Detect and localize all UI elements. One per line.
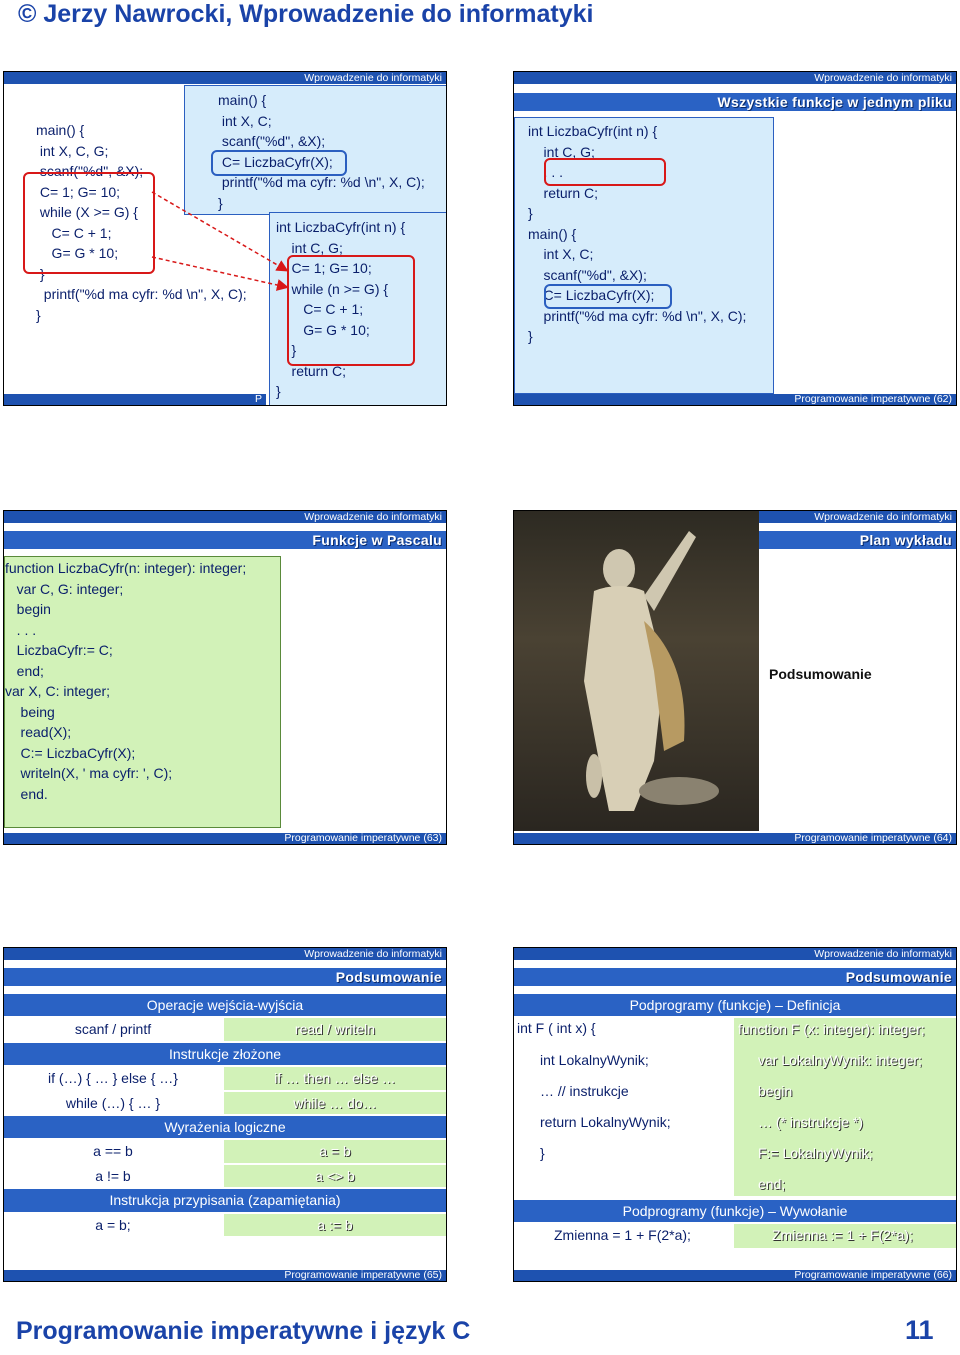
slide-footer-text: Programowanie imperatywne (62) <box>794 393 952 405</box>
slide-61 <box>3 71 447 406</box>
p-call: Zmienna := 1 + F(2*a); <box>772 1227 913 1243</box>
slide-title: Plan wykładu <box>859 532 952 548</box>
pascal-definition-box <box>734 1018 956 1196</box>
slide-title: Funkcje w Pascalu <box>312 532 442 548</box>
slide-title-bar <box>514 968 956 986</box>
slide-header-bar <box>514 72 956 84</box>
slide-title: Podsumowanie <box>845 969 952 985</box>
slide-62 <box>513 71 957 406</box>
c-syntax-cell: while (…) { … } <box>65 1094 161 1111</box>
slide-footer-bar <box>4 394 266 405</box>
slide-footer-text: Programowanie imperatywne (64) <box>794 832 952 844</box>
pascal-syntax-cell: read / writeln <box>224 1018 446 1040</box>
c-syntax-cell: scanf / printf <box>74 1021 152 1038</box>
pascal-syntax-cell: a = b <box>224 1140 446 1162</box>
slide-title: Podsumowanie <box>335 969 442 985</box>
c-syntax-cell: a == b <box>93 1143 133 1160</box>
table-section-heading: Operacje wejścia-wyjścia <box>4 994 446 1016</box>
slide62-code: int LiczbaCyfr(int n) { int C, G; . . . return C; } main() { int X, C; scanf("%d", &X); C= LiczbaCyfr(X); printf("%d ma cyfr: %d \n", X, C); } <box>528 123 747 344</box>
c-line-local: int LokalnyWynik; <box>540 1052 649 1068</box>
c-line-return: return LokalnyWynik; <box>540 1114 671 1130</box>
slide-header-text: Wprowadzenie do informatyki <box>814 948 952 960</box>
slide-header-text: Wprowadzenie do informatyki <box>304 511 442 523</box>
p-line-begin: begin <box>758 1083 793 1099</box>
slide-footer-text: P <box>254 393 262 405</box>
plan-item-summary: Podsumowanie <box>769 666 872 682</box>
c-syntax-cell: a != b <box>95 1167 131 1184</box>
slide61-main-code: main() { int X, C; scanf("%d", &X); C= LiczbaCyfr(X); printf("%d ma cyfr: %d \n", X, C); } <box>218 92 425 211</box>
table-row <box>4 1214 446 1236</box>
p-line-signature: function F (x: integer): integer; <box>738 1021 925 1037</box>
arrows <box>4 72 446 405</box>
definition-heading: Podprogramy (funkcje) – Definicja <box>514 994 956 1016</box>
slide-header-bar <box>4 948 446 960</box>
pascal-syntax-cell: a := b <box>224 1214 446 1236</box>
c-syntax-cell: a = b; <box>95 1216 131 1233</box>
page-number: 11 <box>905 1315 934 1345</box>
slide-footer-bar <box>514 1270 956 1281</box>
table-row <box>4 1067 446 1089</box>
pascal-syntax-cell: while … do… <box>224 1092 446 1114</box>
slide61-left-code: main() { int X, C, G; scanf("%d", &X); C= 1; G= 10; while (X >= G) { C= C + 1; G= G * 10; } printf("%d ma cyfr: %d \n", X, C); } <box>36 122 247 323</box>
slide63-code: function LiczbaCyfr(n: integer): integer; var C, G: integer; begin . . . LiczbaCyfr:= C; end; var X, C: integer; being read(X); C:= LiczbaCyfr(X); writeln(X, ' ma cyfr: ', C); end. <box>5 560 247 802</box>
slide-title-bar <box>514 93 956 111</box>
slide-66 <box>513 947 957 1282</box>
slide61-func-code: int LiczbaCyfr(int n) { int C, G; C= 1; G= 10; while (n >= G) { C= C + 1; G= G * 10; } return C; } <box>276 219 406 399</box>
p-line-instr: … (* instrukcje *) <box>758 1114 864 1130</box>
page-header: © Jerzy Nawrocki, Wprowadzenie do informatyki <box>18 0 594 28</box>
slide-65 <box>3 947 447 1282</box>
c-line-instr: … // instrukcje <box>540 1083 629 1099</box>
table-row <box>4 1092 446 1114</box>
c-call: Zmienna = 1 + F(2*a); <box>554 1227 691 1243</box>
statue-silhouette <box>514 511 759 831</box>
table-row <box>4 1018 446 1040</box>
slide-footer-text: Programowanie imperatywne (65) <box>284 1269 442 1281</box>
slide-footer-bar <box>514 833 956 844</box>
table-section-heading: Wyrażenia logiczne <box>4 1116 446 1138</box>
p-line-assign: F:= LokalnyWynik; <box>758 1145 873 1161</box>
slide-header-text: Wprowadzenie do informatyki <box>814 72 952 84</box>
table-section-heading: Instrukcje złożone <box>4 1043 446 1065</box>
slide-footer-bar <box>4 1270 446 1281</box>
c-syntax-cell: if (…) { … } else { …} <box>48 1070 178 1087</box>
table-section-heading: Instrukcja przypisania (zapamiętania) <box>4 1189 446 1211</box>
statue-image <box>514 511 759 831</box>
summary-table <box>4 994 446 1239</box>
slide-header-bar <box>4 511 446 523</box>
slide-header-text: Wprowadzenie do informatyki <box>304 72 442 84</box>
slide-title-bar <box>4 531 446 549</box>
slide-footer-bar <box>4 833 446 844</box>
slide-title-bar <box>4 968 446 986</box>
table-row <box>4 1165 446 1187</box>
slide-footer-bar <box>514 394 956 405</box>
slide-header-bar <box>514 948 956 960</box>
table-row <box>4 1140 446 1162</box>
highlight-call <box>544 284 672 309</box>
slide-footer-text: Programowanie imperatywne (63) <box>284 832 442 844</box>
c-line-signature: int F ( int x) { <box>517 1020 596 1036</box>
slide-63 <box>3 510 447 845</box>
slide-header-text: Wprowadzenie do informatyki <box>814 511 952 523</box>
highlight-decl <box>544 158 666 186</box>
slide-footer-text: Programowanie imperatywne (66) <box>794 1269 952 1281</box>
p-line-end: end; <box>758 1176 786 1192</box>
p-line-local: var LokalnyWynik: integer; <box>758 1052 923 1068</box>
slide-header-text: Wprowadzenie do informatyki <box>304 948 442 960</box>
call-heading: Podprogramy (funkcje) – Wywołanie <box>514 1200 956 1222</box>
pascal-syntax-cell: a <> b <box>224 1165 446 1187</box>
slide-title: Wszystkie funkcje w jednym pliku <box>717 94 952 110</box>
pascal-syntax-cell: if … then … else … <box>224 1067 446 1089</box>
slide-64 <box>513 510 957 845</box>
c-line-close: } <box>540 1145 545 1161</box>
page-footer: Programowanie imperatywne i język C <box>16 1317 471 1345</box>
